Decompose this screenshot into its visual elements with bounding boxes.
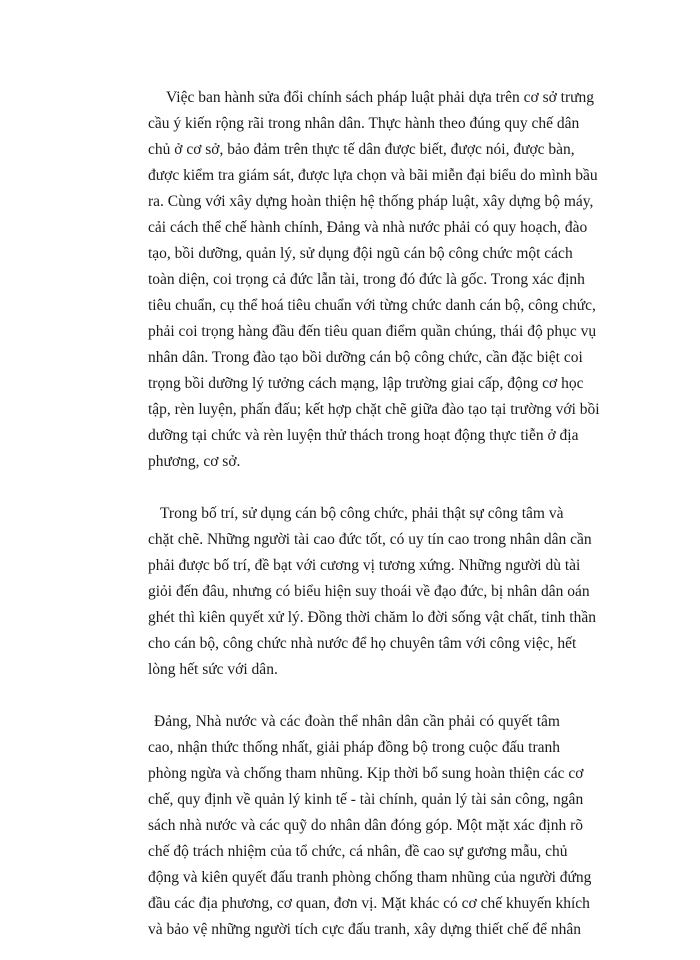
- text-line: nhân dân. Trong đào tạo bồi dưỡng cán bộ công chức, cần đặc biệt coi: [148, 349, 583, 366]
- text-line: ghét thì kiên quyết xử lý. Đồng thời chăm lo đời sống vật chất, tinh thần: [148, 609, 596, 626]
- text-line: trọng bồi dưỡng lý tưởng cách mạng, lập trường giai cấp, động cơ học: [148, 375, 584, 392]
- text-line: dưỡng tại chức và rèn luyện thử thách trong hoạt động thực tiễn ở địa: [148, 427, 579, 444]
- text-line: lòng hết sức với dân.: [148, 661, 278, 678]
- text-line: tập, rèn luyện, phấn đấu; kết hợp chặt chẽ giữa đào tạo tại trường với bồi: [148, 401, 600, 418]
- text-line: cho cán bộ, công chức nhà nước để họ chuyên tâm với công việc, hết: [148, 635, 577, 652]
- text-line: chế độ trách nhiệm của tổ chức, cá nhân, đề cao sự gương mẫu, chủ: [148, 843, 568, 860]
- text-line: tiêu chuẩn, cụ thể hoá tiêu chuẩn với từng chức danh cán bộ, công chức,: [148, 297, 596, 314]
- text-line: ra. Cùng với xây dựng hoàn thiện hệ thống pháp luật, xây dựng bộ máy,: [148, 193, 594, 210]
- text-line: được kiểm tra giám sát, được lựa chọn và bãi miễn đại biểu do mình bầu: [148, 167, 598, 184]
- text-line: đầu các địa phương, cơ quan, đơn vị. Mặt khác có cơ chế khuyến khích: [148, 895, 590, 912]
- text-line: cao, nhận thức thống nhất, giải pháp đồng bộ trong cuộc đấu tranh: [148, 739, 560, 756]
- text-line: phòng ngừa và chống tham nhũng. Kịp thời bổ sung hoàn thiện các cơ: [148, 765, 584, 782]
- text-line: phương, cơ sở.: [148, 453, 241, 470]
- text-line: Đảng, Nhà nước và các đoàn thể nhân dân cần phải có quyết tâm: [154, 713, 560, 730]
- text-line: động và kiên quyết đấu tranh phòng chống tham nhũng của người đứng: [148, 869, 592, 886]
- text-line: Trong bố trí, sử dụng cán bộ công chức, phải thật sự công tâm và: [160, 505, 564, 522]
- text-line: chế, quy định về quản lý kinh tế - tài chính, quản lý tài sản công, ngân: [148, 791, 584, 808]
- text-line: chủ ở cơ sở, bảo đảm trên thực tế dân được biết, được nói, được bàn,: [148, 141, 575, 158]
- text-line: cải cách thể chế hành chính, Đảng và nhà nước phải có quy hoạch, đào: [148, 219, 588, 236]
- text-line: phải được bố trí, đề bạt với cương vị tương xứng. Những người dù tài: [148, 557, 581, 574]
- text-line: toàn diện, coi trọng cả đức lẫn tài, trong đó đức là gốc. Trong xác định: [148, 271, 585, 288]
- text-line: cầu ý kiến rộng rãi trong nhân dân. Thực hành theo đúng quy chế dân: [148, 115, 580, 132]
- text-line: tạo, bồi dưỡng, quản lý, sử dụng đội ngũ cán bộ công chức một cách: [148, 245, 573, 262]
- text-line: Việc ban hành sửa đổi chính sách pháp luật phải dựa trên cơ sở trưng: [166, 89, 595, 106]
- text-line: giỏi đến đâu, nhưng có biểu hiện suy thoái về đạo đức, bị nhân dân oán: [148, 583, 590, 600]
- text-line: và bảo vệ những người tích cực đấu tranh, xây dựng thiết chế để nhân: [148, 921, 582, 938]
- text-line: chặt chẽ. Những người tài cao đức tốt, có uy tín cao trong nhân dân cần: [148, 531, 592, 548]
- text-line: phải coi trọng hàng đầu đến tiêu quan điểm quần chúng, thái độ phục vụ: [148, 323, 597, 340]
- text-line: sách nhà nước và các quỹ do nhân dân đóng góp. Một mặt xác định rõ: [148, 817, 583, 834]
